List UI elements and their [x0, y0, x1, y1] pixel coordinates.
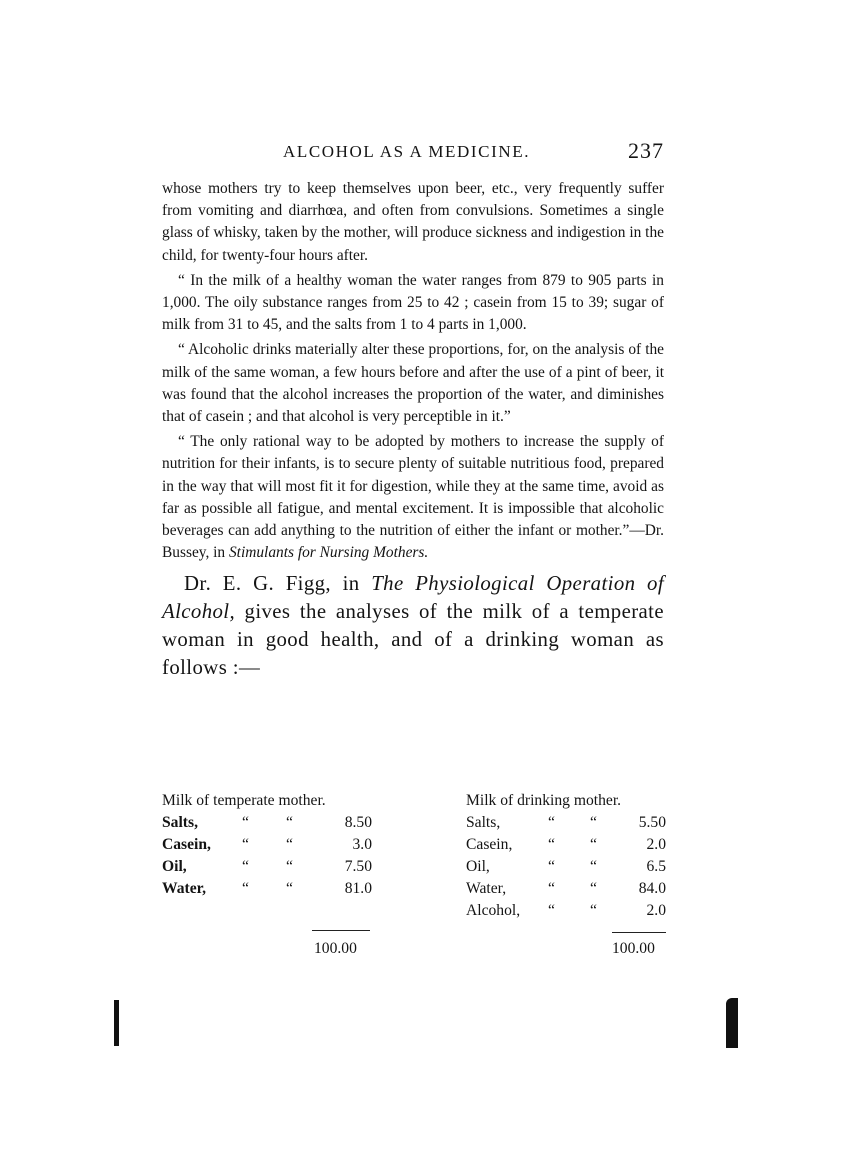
- row-label: Casein,: [162, 836, 211, 853]
- row-label: Salts,: [466, 814, 501, 831]
- table-total: 100.00: [314, 940, 357, 957]
- ditto-mark: “: [548, 880, 555, 897]
- ditto-mark: “: [548, 858, 555, 875]
- table-row: [162, 880, 372, 902]
- ditto-mark: “: [242, 858, 249, 875]
- running-head: ALCOHOL AS A MEDICINE.: [283, 142, 531, 161]
- ditto-mark: “: [548, 836, 555, 853]
- row-label: Alcohol,: [466, 902, 521, 919]
- ditto-mark: “: [242, 836, 249, 853]
- paragraph-2: “ In the milk of a healthy woman the water ranges from 879 to 905 parts in 1,000. The oily substance ranges from 25 to 42 ; casein from 15 to 39; sugar of milk from 31 to 45, and the salts from 1 to 4 parts in 1,000.: [162, 271, 664, 334]
- sum-rule: [312, 930, 370, 931]
- table-row: [162, 836, 372, 858]
- ditto-mark: “: [242, 880, 249, 897]
- row-label: Water,: [162, 880, 207, 897]
- row-value: 8.50: [344, 814, 372, 831]
- citation-title: Stimulants for Nursing Mothers.: [228, 544, 429, 562]
- row-label: Oil,: [466, 858, 490, 875]
- ditto-mark: “: [286, 880, 293, 897]
- row-label: Oil,: [162, 858, 187, 875]
- sum-rule: [612, 932, 666, 933]
- binding-shadow-left: [114, 1000, 119, 1046]
- table-row: [162, 858, 372, 880]
- temperate-milk-table: [162, 792, 372, 957]
- table-row: [466, 902, 666, 924]
- paragraph-5: [162, 570, 664, 682]
- ditto-mark: “: [286, 858, 293, 875]
- paragraph-5-lead: Dr. E. G. Figg, in: [184, 572, 372, 596]
- ditto-mark: “: [286, 836, 293, 853]
- ditto-mark: “: [590, 814, 597, 831]
- row-value: 5.50: [638, 814, 666, 831]
- row-label: Water,: [466, 880, 507, 897]
- row-value: 2.0: [646, 836, 666, 853]
- table-row: [466, 880, 666, 902]
- paragraph-4-text: “ The only rational way to be adopted by mothers to increase the supply of nutrition for their infants, is to secure plenty of suitable nutritious food, prepared in the way that will most fit it for digestion, while they at the same time, avoid as far as possible all fatigue, and mental excitement. It is impossible that alcoholic beverages can add anything to the nutrition of either the infant or mother.”—Dr. Bussey, in: [162, 433, 664, 562]
- paragraph-1: whose mothers try to keep themselves upon beer, etc., very frequently suffer from vomiting and diarrhœa, and often from convulsions. Sometimes a single glass of whisky, taken by the mother, will produce sickness and indigestion in the child, for twenty-four hours after.: [162, 180, 664, 264]
- ditto-mark: “: [590, 836, 597, 853]
- ditto-mark: “: [590, 858, 597, 875]
- table-row: [466, 814, 666, 836]
- row-value: 84.0: [638, 880, 666, 897]
- table-caption: Milk of temperate mother.: [162, 792, 326, 809]
- paragraph-4: [162, 431, 664, 564]
- drinking-milk-table: [466, 792, 666, 957]
- table-total: 100.00: [612, 940, 655, 957]
- ditto-mark: “: [590, 880, 597, 897]
- page-header: [162, 140, 664, 170]
- row-value: 7.50: [344, 858, 372, 875]
- ditto-mark: “: [548, 902, 555, 919]
- table-row: [466, 836, 666, 858]
- page-body: [162, 178, 664, 682]
- table-row: [466, 858, 666, 880]
- table-row: [162, 814, 372, 836]
- binding-shadow-right: [726, 998, 738, 1048]
- paragraph-5-rest: gives the analyses of the milk of a temperate woman in good health, and of a drinking woman as follows :—: [162, 600, 664, 680]
- row-value: 6.5: [646, 858, 666, 875]
- ditto-mark: “: [548, 814, 555, 831]
- table-caption: Milk of drinking mother.: [466, 792, 622, 809]
- ditto-mark: “: [590, 902, 597, 919]
- row-value: 2.0: [646, 902, 666, 919]
- row-value: 81.0: [344, 880, 372, 897]
- ditto-mark: “: [286, 814, 293, 831]
- page-number: 237: [628, 138, 664, 163]
- row-value: 3.0: [352, 836, 372, 853]
- ditto-mark: “: [242, 814, 249, 831]
- paragraph-3: “ Alcoholic drinks materially alter these proportions, for, on the analysis of the milk of the same woman, a few hours before and after the use of a pint of beer, it was found that the alcohol increases the proportion of the water, and diminishes that of casein ; and that alcohol is very perceptible in it.”: [162, 341, 664, 426]
- work-title: The Physiological Operation of Alcohol,: [162, 572, 665, 624]
- row-label: Salts,: [162, 814, 198, 831]
- row-label: Casein,: [466, 836, 513, 853]
